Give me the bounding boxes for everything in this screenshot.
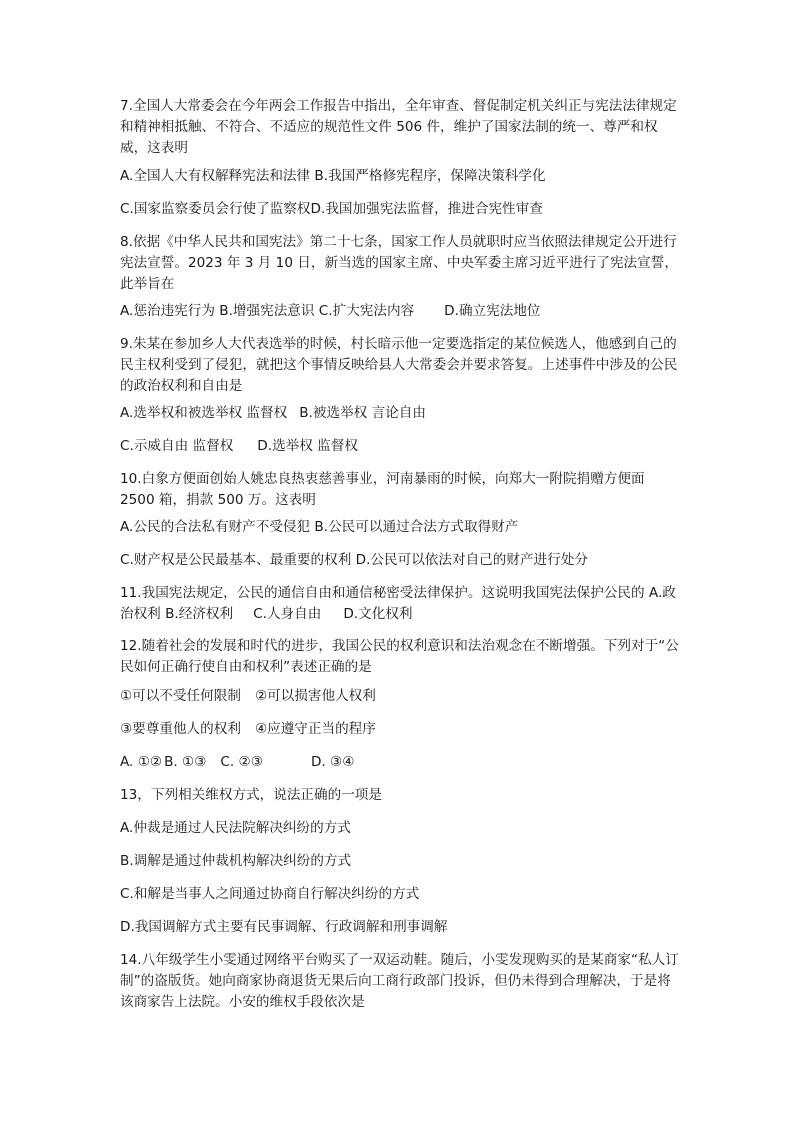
question-8-stem: 8.依据《中华人民共和国宪法》第二十七条，国家工作人员就职时应当依照法律规定公开进行宪法宣誓。2023 年 3 月 10 日，新当选的国家主席、中央军委主席习近平进行了宪法宣誓，此举旨在 bbox=[120, 234, 678, 292]
question-10-stem: 10.白象方便面创始人姚忠良热衷慈善事业，河南暴雨的时候，向郑大一附院捐赠方便面 2500 箱，捐款 500 万。这表明 bbox=[120, 471, 645, 508]
question-12-item-4: ④应遵守正当的程序 bbox=[254, 721, 376, 737]
question-12-item-2: ②可以损害他人权利 bbox=[254, 688, 376, 704]
question-8-options bbox=[120, 301, 680, 322]
question-13-option-a: A.仲裁是通过人民法院解决纠纷的方式 bbox=[120, 820, 351, 836]
question-14-stem: 14.八年级学生小雯通过网络平台购买了一双运动鞋。随后，小雯发现购买的是某商家“私人订制”的盗版货。她向商家协商退货无果后向工商行政部门投诉，但仍未得到合理解决，于是将该商家告上法院。小安的维权手段依次是 bbox=[120, 952, 679, 1010]
question-12-items-34 bbox=[120, 719, 680, 740]
question-8-options-abc: A.惩治违宪行为 B.增强宪法意识 C.扩大宪法内容 bbox=[120, 303, 415, 319]
question-9-stem: 9.朱某在参加乡人大代表选举的时候，村长暗示他一定要选指定的某位候选人，他感到自己的民主权利受到了侵犯，就把这个事情反映给县人大常委会并要求答复。上述事件中涉及的公民的政治权利和自由是 bbox=[120, 336, 678, 394]
question-9-option-b: B.被选举权 言论自由 bbox=[299, 405, 426, 421]
question-12-option-d: D. ③④ bbox=[310, 754, 355, 770]
question-7-stem: 7.全国人大常委会在今年两会工作报告中指出，全年审查、督促制定机关纠正与宪法法律规定 和精神相抵触、不符合、不适应的规范性文件 506 件，维护了国家法制的统一、尊严和权威，这表明 bbox=[120, 98, 677, 156]
question-11-text: 11.我国宪法规定，公民的通信自由和通信秘密受法律保护。这说明我国宪法保护公民的 A.政治权利 B.经济权利 bbox=[120, 585, 676, 622]
question-9-option-a: A.选举权和被选举权 监督权 bbox=[120, 405, 288, 421]
question-12-item-3: ③要尊重他人的权利 bbox=[120, 721, 241, 737]
question-13-option-b: B.调解是通过仲裁机构解决纠纷的方式 bbox=[120, 853, 352, 869]
question-13-option-d: D.我国调解方式主要有民事调解、行政调解和刑事调解 bbox=[120, 919, 448, 935]
question-9-option-c: C.示威自由 监督权 bbox=[120, 438, 234, 454]
question-10-options-ab: A.公民的合法私有财产不受侵犯 B.公民可以通过合法方式取得财产 bbox=[120, 519, 519, 535]
question-11-option-d: D.文化权利 bbox=[343, 606, 413, 622]
question-11-option-c: C.人身自由 bbox=[253, 606, 322, 622]
question-12-option-b: B. ①③ bbox=[164, 754, 207, 770]
question-12-item-1: ①可以不受任何限制 bbox=[120, 688, 241, 704]
question-13-option-c: C.和解是当事人之间通过协商自行解决纠纷的方式 bbox=[120, 886, 420, 902]
question-7-options-cd: C.国家监察委员会行使了监察权D.我国加强宪法监督，推进合宪性审查 bbox=[120, 201, 543, 217]
question-12-stem: 12.随着社会的发展和时代的进步，我国公民的权利意识和法治观念在不断增强。下列对于“公民如何正确行使自由和权利”表述正确的是 bbox=[120, 638, 679, 675]
question-10-options-cd: C.财产权是公民最基本、最重要的权利 D.公民可以依法对自己的财产进行处分 bbox=[120, 552, 588, 568]
question-9-options-ab bbox=[120, 403, 680, 424]
question-8-option-d: D.确立宪法地位 bbox=[444, 303, 541, 319]
question-9-options-cd bbox=[120, 436, 680, 457]
question-12-option-a: A. ①② bbox=[120, 754, 163, 770]
question-11-stem bbox=[120, 583, 680, 625]
question-12-options bbox=[120, 752, 680, 773]
question-13-stem: 13，下列相关维权方式，说法正确的一项是 bbox=[120, 787, 382, 803]
question-12-option-c: C. ②③ bbox=[220, 754, 263, 770]
question-7-options-ab: A.全国人大有权解释宪法和法律 B.我国严格修宪程序，保障决策科学化 bbox=[120, 168, 546, 184]
question-12-items-12 bbox=[120, 686, 680, 707]
question-9-option-d: D.选举权 监督权 bbox=[257, 438, 358, 454]
